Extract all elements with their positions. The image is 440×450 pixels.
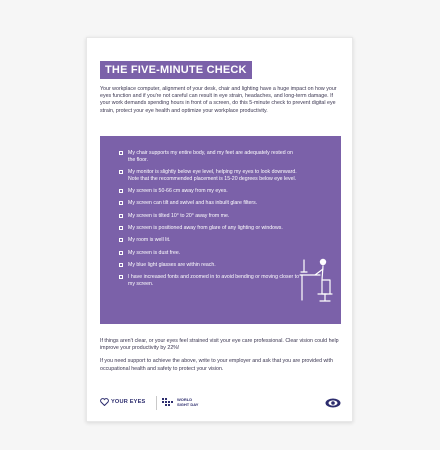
your-eyes-logo <box>100 398 145 406</box>
checklist-item <box>119 188 301 195</box>
checklist-item-label: My chair supports my entire body, and my feet are adequately rested on the floor. <box>128 150 293 163</box>
checklist-item <box>119 225 301 232</box>
checklist-item <box>119 250 301 257</box>
eye-logo-icon <box>325 398 341 408</box>
divider <box>156 396 157 410</box>
checklist-item <box>119 213 301 220</box>
intro-paragraph: Your workplace computer, alignment of your desk, chair and lighting have a huge impact on how your eyes function and if you're not careful can result in eye strain, headaches, and long-term damage. If your work demands spending hours in front of a screen, do this 5-minute check to prevent digital eye strain, protect your eye health and optimize your workplace productivity. <box>100 86 337 114</box>
checklist-item-label: My screen is tilted 10° to 20° away from me. <box>128 212 230 219</box>
document-page <box>86 37 353 422</box>
checklist-item-label: My blue light glasses are within reach. <box>128 261 216 268</box>
checkbox[interactable] <box>119 170 123 174</box>
page-title: THE FIVE-MINUTE CHECK <box>100 61 252 79</box>
checklist-item <box>119 200 301 207</box>
checklist <box>119 150 301 293</box>
checklist-item <box>119 274 301 288</box>
closing-paragraph: If you need support to achieve the above, write to your employer and ask that you are provided with occupational health and safety to protect your vision. <box>100 358 333 372</box>
checkbox[interactable] <box>119 189 123 193</box>
your-eyes-logo-text: YOUR EYES <box>111 399 146 405</box>
checklist-item-label: My screen is dust free. <box>128 249 181 256</box>
world-sight-day-icon <box>162 398 174 407</box>
footer-logos <box>100 396 341 410</box>
checkbox[interactable] <box>119 251 123 255</box>
checklist-panel <box>100 136 341 324</box>
checklist-item <box>119 262 301 269</box>
world-sight-day-text: WORLD SIGHT DAY <box>177 397 199 407</box>
checkbox[interactable] <box>119 214 123 218</box>
checklist-item-label: I have increased fonts and zoomed in to avoid bending or moving closer to my screen. <box>128 274 300 288</box>
world-sight-day-logo <box>162 398 198 407</box>
heart-icon <box>100 398 109 406</box>
closing-text <box>100 338 341 379</box>
person-at-desk-illustration <box>298 254 338 310</box>
checklist-item <box>119 150 301 164</box>
checkbox[interactable] <box>119 263 123 267</box>
checklist-item-label: My monitor is slightly below eye level, helping my eyes to look downward. Note that the recommended placement is 15-20 degrees below eye level. <box>128 169 297 182</box>
checkbox[interactable] <box>119 201 123 205</box>
checklist-item <box>119 237 301 244</box>
checkbox[interactable] <box>119 238 123 242</box>
checklist-item <box>119 169 301 183</box>
checklist-item-label: My screen is positioned away from glare of any lighting or windows. <box>128 225 283 232</box>
checklist-item-label: My screen can tilt and swivel and has inbuilt glare filters. <box>128 200 258 207</box>
checklist-item-label: My room is well lit. <box>128 237 171 244</box>
checkbox[interactable] <box>119 226 123 230</box>
closing-paragraph: If things aren't clear, or your eyes feel strained visit your eye care professional. Clear vision could help improve your productivity by 22%! <box>100 338 339 352</box>
checkbox[interactable] <box>119 275 123 279</box>
checklist-item-label: My screen is 50-66 cm away from my eyes. <box>128 188 228 195</box>
checkbox[interactable] <box>119 151 123 155</box>
